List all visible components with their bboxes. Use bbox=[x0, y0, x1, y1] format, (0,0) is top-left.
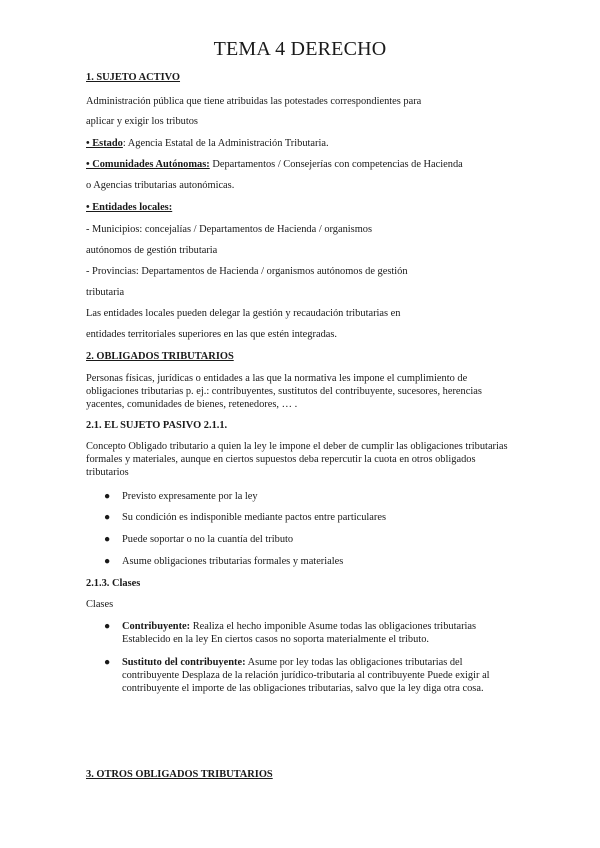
sustituto-text: Asume por ley todas las obligaciones tributarias del contribuyente Desplaza de la relación jurídico-tributaria al contribuyente Puede exigir al contribuyente el importe de las obligaciones tributarias, salvo que la ley diga otra cosa. bbox=[122, 657, 490, 694]
bullet-icon: ● bbox=[104, 491, 111, 502]
delegar-line2: entidades territoriales superiores en las que estén integradas. bbox=[86, 329, 338, 340]
ccaa-line bbox=[86, 158, 463, 171]
sujeto-pasivo-paragraph: Concepto Obligado tributario a quien la ley le impone el deber de cumplir las obligaciones tributarias formales y materiales, aunque en ciertos supuestos deba repercutir la cuota en otros obligados tributarios bbox=[86, 441, 508, 478]
document-title: TEMA 4 DERECHO bbox=[213, 38, 387, 60]
section-heading-otros-obligados: 3. OTROS OBLIGADOS TRIBUTARIOS bbox=[86, 769, 273, 780]
subsection-heading-sujeto-pasivo: 2.1. EL SUJETO PASIVO 2.1.1. bbox=[86, 420, 228, 431]
contribuyente-text: Realiza el hecho imponible Asume todas las obligaciones tributarias Establecido en la ley En ciertos casos no soporta materialmente el tributo. bbox=[122, 621, 477, 645]
bullet-icon: ● bbox=[104, 556, 111, 567]
s2-paragraph: Personas físicas, jurídicas o entidades a las que la normativa les impone el cumplimiento de obligaciones tributarias p. ej.: contribuyentes, sustitutos del contribuyente, sucesores, herencias yacentes, comunidades de bienes, retenedores, … . bbox=[86, 373, 482, 410]
bullet-icon: ● bbox=[104, 657, 111, 668]
delegar-line1: Las entidades locales pueden delegar la gestión y recaudación tributarias en bbox=[86, 308, 401, 319]
contribuyente-item bbox=[122, 620, 522, 646]
estado-text: : Agencia Estatal de la Administración Tributaria. bbox=[122, 138, 329, 149]
provincias-line2: tributaria bbox=[86, 287, 125, 298]
municipios-line2: autónomos de gestión tributaria bbox=[86, 245, 218, 256]
s1-intro-line2: aplicar y exigir los tributos bbox=[86, 116, 198, 127]
sustituto-label: Sustituto del contribuyente: bbox=[122, 657, 246, 668]
list-item: Su condición es indisponible mediante pactos entre particulares bbox=[122, 512, 387, 523]
municipios-line1: - Municipios: concejalías / Departamentos de Hacienda / organismos bbox=[86, 224, 373, 235]
list-item: Asume obligaciones tributarias formales y materiales bbox=[122, 556, 344, 567]
provincias-line1: - Provincias: Departamentos de Hacienda / organismos autónomos de gestión bbox=[86, 266, 408, 277]
sustituto-item bbox=[122, 656, 522, 695]
bullet-icon: ● bbox=[104, 512, 111, 523]
contribuyente-label: Contribuyente: bbox=[122, 621, 191, 632]
s1-intro-line1: Administración pública que tiene atribuidas las potestades correspondientes para bbox=[86, 96, 422, 107]
list-item: Previsto expresamente por la ley bbox=[122, 491, 258, 502]
section-heading-obligados-tributarios: 2. OBLIGADOS TRIBUTARIOS bbox=[86, 351, 234, 362]
subsection-heading-clases: 2.1.3. Clases bbox=[86, 578, 141, 589]
ccaa-text: Departamentos / Consejerías con competencias de Hacienda bbox=[209, 159, 463, 170]
bullet-icon: ● bbox=[104, 534, 111, 545]
ccaa-line2: o Agencias tributarias autonómicas. bbox=[86, 180, 235, 191]
clases-label: Clases bbox=[86, 599, 114, 610]
estado-label: • Estado bbox=[86, 138, 123, 149]
ccaa-label: • Comunidades Autónomas: bbox=[86, 159, 210, 170]
estado-line bbox=[86, 137, 329, 150]
bullet-icon: ● bbox=[104, 621, 111, 632]
list-item: Puede soportar o no la cuantía del tributo bbox=[122, 534, 294, 545]
section-heading-sujeto-activo: 1. SUJETO ACTIVO bbox=[86, 72, 181, 83]
entidades-locales-label: • Entidades locales: bbox=[86, 202, 173, 213]
